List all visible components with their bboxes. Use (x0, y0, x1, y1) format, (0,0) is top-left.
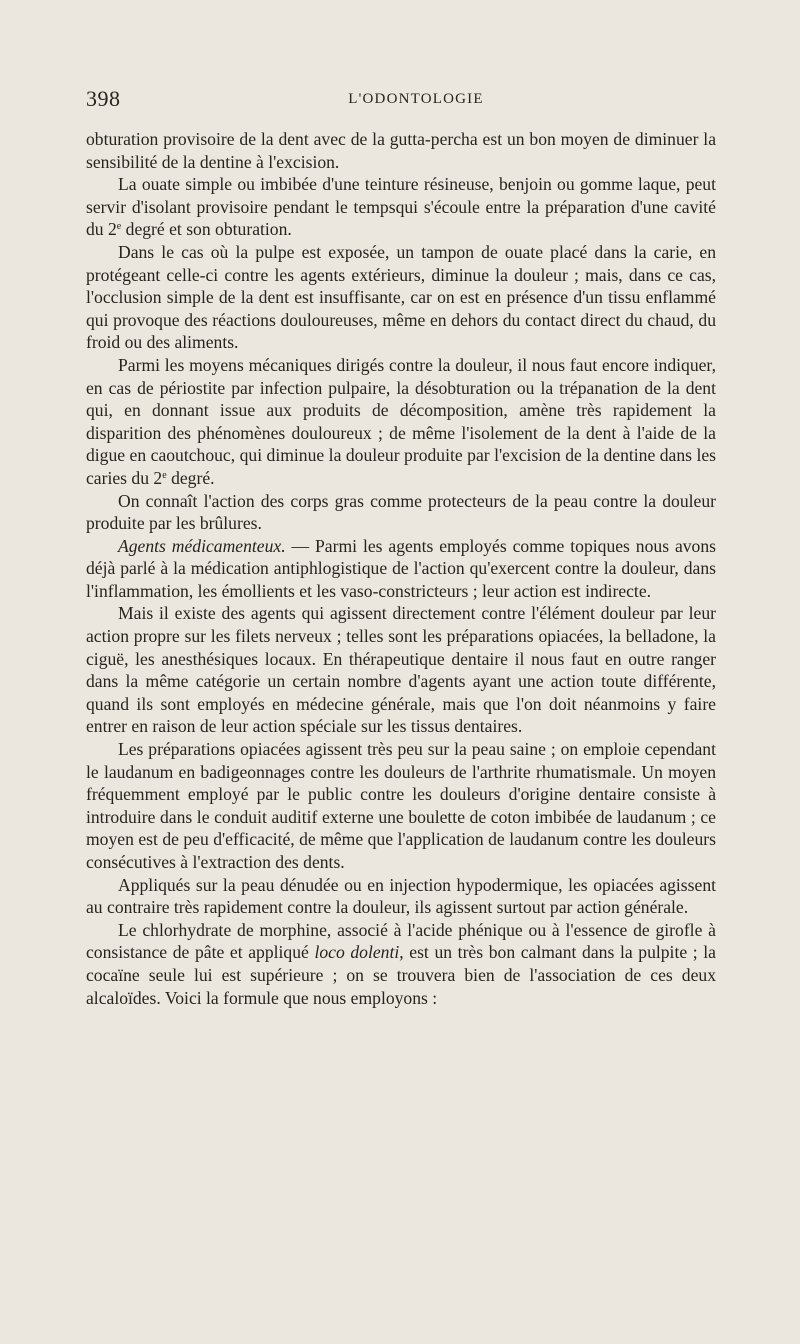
paragraph: Parmi les moyens mécaniques dirigés contre la douleur, il nous faut encore indiquer, en cas de périostite par infection pulpaire, la désobturation ou la trépanation de la dent qui, en donnant issue aux produits de décomposition, amène très rapidement la disparition des phénomènes douloureux ; de même l'isolement de la dent à l'aide de la digue en caoutchouc, qui diminue la douleur produite par l'excision de la dentine dans les caries du 2e degré. (86, 354, 716, 488)
paragraph: Mais il existe des agents qui agissent directement contre l'élément douleur par leur action propre sur les filets nerveux ; telles sont les préparations opiacées, la belladone, la ciguë, les anesthésiques locaux. En thérapeutique dentaire il nous faut en outre ranger dans la même catégorie un certain nombre d'agents ayant une action toute différente, quand ils sont employés en médecine générale, mais que l'on doit néanmoins y faire entrer en raison de leur action spéciale sur les tissus dentaires. (86, 603, 716, 737)
paragraph: Le chlorhydrate de morphine, associé à l'acide phénique ou à l'essence de girofle à consistance de pâte et appliqué loco dolenti, est un très bon calmant dans la pulpite ; la cocaïne seule lui est supérieure ; on se trouvera bien de l'association de ces deux alcaloïdes. Voici la formule que nous employons : (86, 919, 716, 1008)
paragraph: Dans le cas où la pulpe est exposée, un tampon de ouate placé dans la carie, en protégeant celle-ci contre les agents extérieurs, diminue la douleur ; mais, dans ce cas, l'occlusion simple de la dent est insuffisante, car on est en présence d'un tissu enflammé qui provoque des réactions douloureuses, même en dehors du contact direct du chaud, du froid ou des aliments. (86, 241, 716, 353)
paragraph: Les préparations opiacées agissent très peu sur la peau saine ; on emploie cependant le laudanum en badigeonnages contre les douleurs de l'arthrite rhumatismale. Un moyen fréquemment employé par le public contre les douleurs d'origine dentaire consiste à introduire dans le conduit auditif externe une boulette de coton imbibée de laudanum ; ce moyen est de peu d'efficacité, de même que l'application de laudanum contre les douleurs consécutives à l'extraction des dents. (86, 739, 716, 872)
book-page (86, 86, 716, 1009)
latin-phrase: loco dolenti (314, 942, 400, 963)
superscript: e (116, 221, 122, 233)
paragraph: La ouate simple ou imbibée d'une teinture résineuse, benjoin ou gomme laque, peut servir d'isolant provisoire pendant le tempsqui s'écoule entre la préparation d'une cavité du 2e degré et son obturation. (86, 174, 716, 240)
page-header (86, 86, 716, 116)
section-lead: Agents médicamenteux. (118, 535, 286, 556)
running-title: L'ODONTOLOGIE (348, 91, 484, 107)
superscript: e (162, 469, 167, 481)
paragraph: obturation provisoire de la dent avec de la gutta-percha est un bon moyen de diminuer la sensibilité de la dentine à l'excision. (86, 129, 716, 172)
paragraph: Agents médicamenteux. — Parmi les agents employés comme topiques nous avons déjà parlé à la médication antiphlogistique de l'action qu'exercent contre la douleur, dans l'inflammation, les émollients et les vaso-constricteurs ; leur action est indirecte. (86, 535, 716, 601)
paragraph: On connaît l'action des corps gras comme protecteurs de la peau contre la douleur produite par les brûlures. (86, 490, 716, 534)
paragraph: Appliqués sur la peau dénudée ou en injection hypodermique, les opiacées agissent au contraire très rapidement contre la douleur, ils agissent surtout par action générale. (86, 874, 716, 918)
body-text (86, 128, 716, 1009)
page-number: 398 (86, 86, 121, 111)
